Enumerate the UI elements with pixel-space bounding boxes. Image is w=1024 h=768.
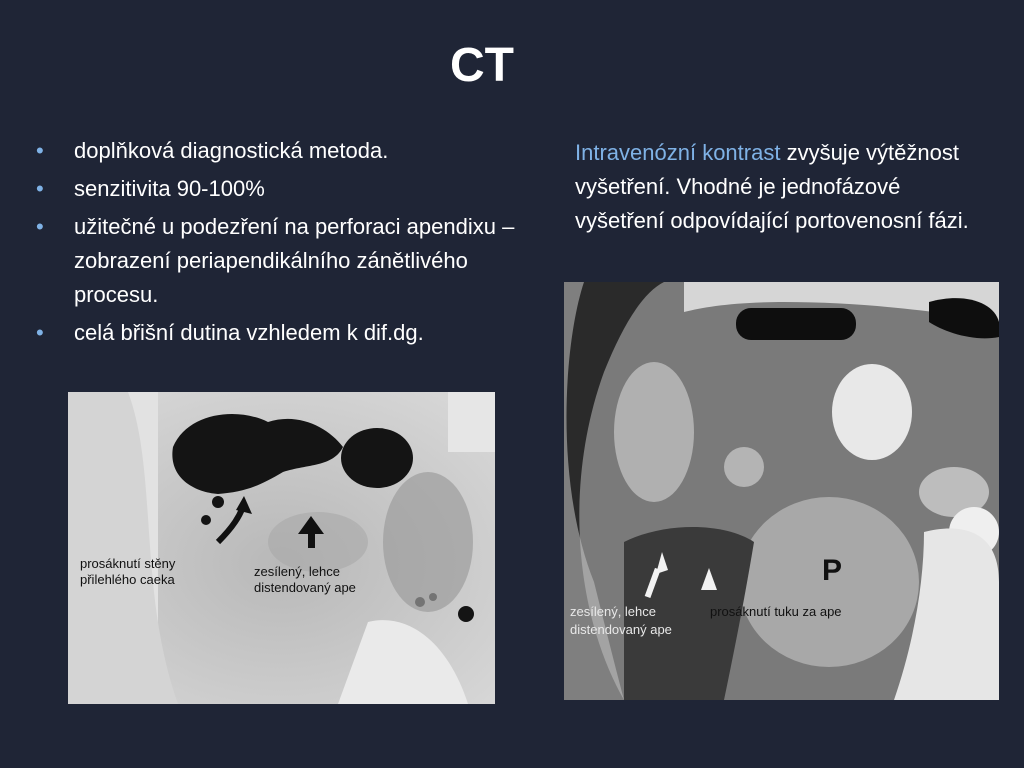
- ct-left-label-ape-1: zesílený, lehce: [254, 564, 340, 579]
- bullet-dot-icon: •: [36, 138, 44, 163]
- bullet-text: užitečné u podezření na perforaci apendixu – zobrazení periapendikálního zánětlivého procesu.: [74, 214, 515, 307]
- slide-title: [0, 38, 1024, 93]
- ct-right-label-ape-2: distendovaný ape: [570, 622, 672, 637]
- ct-image-right: [564, 282, 999, 700]
- ct-right-label-p: P: [822, 554, 843, 587]
- bullet-list: [34, 134, 554, 354]
- bullet-text: celá břišní dutina vzhledem k dif.dg.: [74, 320, 424, 345]
- ct-left-label-ape-2: distendovaný ape: [254, 580, 356, 595]
- ct-right-label-fat: prosáknutí tuku za ape: [710, 604, 842, 619]
- bullet-dot-icon: •: [36, 214, 44, 239]
- contrast-highlight: Intravenózní kontrast: [575, 140, 781, 165]
- slide-title-text: CT: [450, 39, 514, 92]
- ct-image-left: [68, 392, 495, 704]
- ct-right-label-ape-1: zesílený, lehce: [570, 604, 656, 619]
- bullet-dot-icon: •: [36, 176, 44, 201]
- ct-scan-right-graphic: [564, 282, 999, 700]
- contrast-paragraph: [575, 136, 995, 238]
- ct-scan-left-graphic: [68, 392, 495, 704]
- bullet-item: [34, 316, 554, 350]
- bullet-item: [34, 210, 554, 312]
- ct-left-label-wall-1: prosáknutí stěny: [80, 556, 176, 571]
- contrast-text: zvyšuje výtěžnost vyšetření. Vhodné je jednofázové vyšetření odpovídající portovenosní fázi.: [575, 140, 969, 233]
- bullet-dot-icon: •: [36, 320, 44, 345]
- bullet-item: [34, 172, 554, 206]
- ct-left-label-wall-2: přilehlého caeka: [80, 572, 175, 587]
- bullet-text: doplňková diagnostická metoda.: [74, 138, 389, 163]
- bullet-text: senzitivita 90-100%: [74, 176, 265, 201]
- bullet-item: [34, 134, 554, 168]
